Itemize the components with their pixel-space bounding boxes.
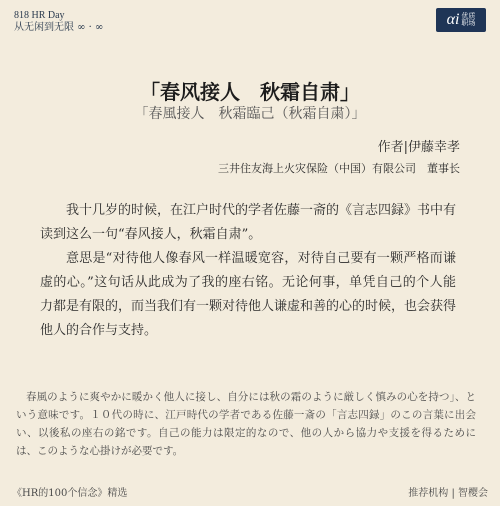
chinese-body — [40, 199, 456, 343]
event-name: 818 HR Day — [14, 10, 65, 21]
footer-source: 《HR的100个信念》精选 — [12, 488, 128, 499]
page-subtitle: 「春風接人 秋霜臨己（秋霜自粛）」 — [134, 106, 366, 122]
logo-text — [461, 13, 475, 28]
footer-recommender: 推荐机构 | 智樱会 — [408, 488, 488, 499]
event-slogan: 从无闲到无限 ∞ · ∞ — [14, 21, 104, 33]
logo — [436, 8, 486, 32]
logo-mark: αi — [446, 11, 460, 28]
japanese-text: 春風のように爽やかに暖かく他人に接し、自分には秋の霜のように厳しく慎みの心を持つ」、という意味です。１０代の時に、江戸時代の学者である佐藤一斎の「言志四録」のこの言葉に出会い、以後私の座右の銘です。自己の能力は限定的なので、他の人から協力や支援を得るためには、このような心掛けが必要です。 — [16, 391, 476, 457]
logo-text-line1: 优质 — [461, 11, 476, 20]
paragraph-1: 我十几岁的时候，在江户时代的学者佐藤一斋的《言志四録》书中有读到这么一句“春风接人，秋霜自肃”。 — [40, 203, 457, 242]
paragraph-2: 意思是“对待他人像春风一样温暖宽容，对待自己要有一颗严格而谦虚的心。”这句话从此成为了我的座右铭。无论何事，单凭自己的个人能力都是有限的，而当我们有一颗对待他人谦虚和善的心的时候，也会获得他人的合作与支持。 — [40, 251, 457, 338]
header — [14, 10, 103, 33]
author-line: 作者|伊藤幸孝 — [377, 140, 460, 155]
logo-text-line2: 职场 — [461, 19, 476, 27]
company-line: 三井住友海上火灾保险（中国）有限公司 董事长 — [218, 162, 460, 175]
page-title: 「春风接人 秋霜自肃」 — [140, 80, 360, 104]
